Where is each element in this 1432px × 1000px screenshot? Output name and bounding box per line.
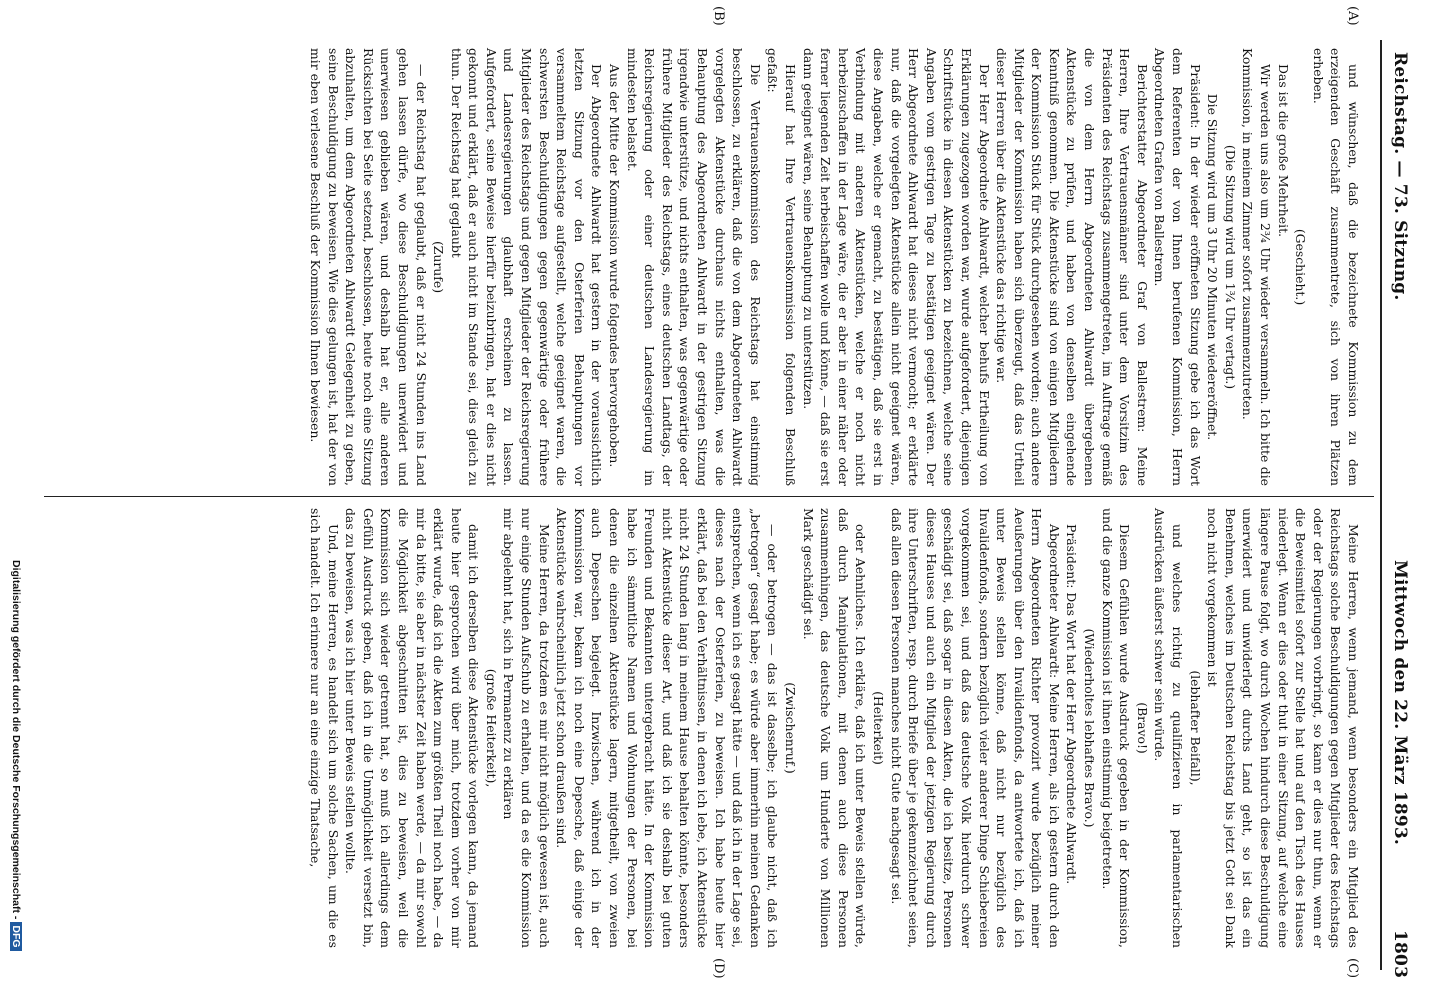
- page-number: 1803: [1390, 930, 1410, 979]
- marker-c: (C): [1345, 958, 1360, 979]
- paragraph: (Bravo!): [1134, 702, 1150, 754]
- header-left: Reichstag. — 73. Sitzung.: [1390, 52, 1410, 301]
- paragraph: damit ich derselben diese Aktenstücke vorlegen kann, da jemand heute hier gesprochen wird über mich, trotzdem vorher von mir erklärt wurde, daß ich die Akten zum größten Theil noch habe, — da mir da bitte, sie aber in nächster Zeit haben werde, — da mir sowohl die Möglichkeit abgeschnitten ist, dies zu beweisen, weil die Kommission sich wieder getrennt hat, so muß ich allerdings dem Gefühl Ausdruck geben, daß ich in die Unmöglichkeit versetzt bin, das zu beweisen, was ich hier unter Beweis stellen wollte.: [343, 508, 482, 948]
- marker-b: (B): [711, 6, 726, 26]
- column-divider: [44, 496, 1374, 497]
- paragraph: oder Aehnliches. Ich erkläre, daß ich unter Beweis stellen würde, daß durch Manipulationen, mit denen auch diese Personen zusammenhingen, das deutsche Volk um Hunderte von Millionen Mark geschädigt sei.: [800, 508, 869, 948]
- paragraph: Präsident: In der wieder eröffneten Sitzung gebe ich das Wort dem Referenten der von Ihnen berufenen Kommission, Herrn Abgeordneten Grafen von Ballestrem.: [1152, 48, 1203, 486]
- footer-text: Digitalisierung gefördert durch die Deutsche Forschungsgemeinschaft -: [10, 560, 22, 920]
- paragraph: (große Heiterkeit),: [483, 668, 499, 788]
- header-rule: [1381, 40, 1383, 970]
- paragraph: Hierauf hat Ihre Vertrauenskommission folgenden Beschluß gefaßt:: [765, 48, 798, 486]
- paragraph: und wünschen, daß die bezeichnete Kommission zu dem erzeigenden Geschäft zusammentrete, sich von ihren Plätzen erheben.: [1310, 48, 1361, 486]
- paragraph: (lebhafter Beifall),: [1187, 670, 1203, 786]
- paragraph: Meine Herren, da trotzdem es mir nicht möglich gewesen ist, auch nur einige Stunden Aufschub zu erhalten, und da es die Kommission mir abgelehnt hat, sich in Permanenz zu erklären: [501, 508, 552, 948]
- paragraph: (Geschieht.): [1293, 228, 1309, 306]
- paragraph: Der Herr Abgeordnete Ahlwardt, welcher behufs Ertheilung von Erklärungen zugezogen worden war, wurde aufgefordert, diejenigen Schriftstücke in diesen Aktenstücken zu bezeichnen, welche seine Angaben vom gestrigen Tage zu bestätigen geeignet wären. Der Herr Abgeordnete Ahlwardt hat dieses nicht vermocht; er erklärte nur, daß die vorgelegten Aktenstücke allein nicht geeignet wären, diese Angaben, welche er gemacht, zu bestätigen, daß sie erst in Verbindung mit anderen Aktenstücken, welche er noch nicht herbeizuschaffen in der Lage wäre, die er aber in einer näher oder ferner liegenden Zeit herbeischaffen wolle und könne, — daß sie erst dann geeignet wären, seine Behauptung zu unterstützen.: [800, 48, 992, 486]
- paragraph: Präsident: Das Wort hat der Herr Abgeordnete Ahlwardt.: [1064, 524, 1080, 885]
- paragraph: Abgeordneter Ahlwardt: Meine Herren, als ich gestern durch den Herrn Abgeordneten Richter provozirt wurde bezüglich meiner Aeußerungen über den Invalidenfonds, da antwortete ich, daß ich unter Beweis stellen könne, daß nicht nur bezüglich des Invalidenfonds, sondern bezüglich vieler anderer Dinge Schiebereien vorgekommen sei, und daß das deutsche Volk hierdurch schwer geschädigt sei, daß sogar in diesen Akten, die ich besitze, Personen dieses Hauses und auch ein Mitglied der jetzigen Regierung durch ihre Unterschriften, resp. durch Briefe über je gekennzeichnet seien, daß allen diesen Personen manches nicht Gute nachgesagt sei.: [888, 508, 1062, 948]
- paragraph: Berichterstatter Abgeordneter Graf von Ballestrem: Meine Herren, Ihre Vertrauensmänner sind unter dem Vorsitzim des Präsidenten des Reichstags zusammengetreten, im Auftrage gemäß die von dem Herrn Abgeordneten Ahlwardt übergebenen Aktenstücke zu prüfen, und haben von denselben eingehende Kenntniß genommen. Die Aktenstücke sind von einigen Mitgliedern der Kommission Stück für Stück durchgesehen worden; auch andere Mitglieder der Kommission haben sich überzeugt, daß das Urtheil dieser Herren über die Aktenstücke das richtige war.: [994, 48, 1150, 486]
- paragraph: Der Abgeordnete Ahlwardt hat gestern in der voraussichtlich letzten Sitzung vor den Osterferien Behauptungen vor versammeltem Reichstage aufgestellt, welche geeignet waren, die schwersten Beschuldigungen gegen gegenwärtige oder frühere Mitglieder des Reichstags und gegen Mitglieder der Reichsregierung und Landesregierungen glaubhaft erscheinen zu lassen. Aufgefordert, seine Beweise hierfür beizubringen, hat er dies nicht gekonnt und erklärt, daß er auch nicht im Stande sei, dies gleich zu thun. Der Reichstag hat geglaubt: [448, 48, 605, 486]
- right-column: [306, 508, 1362, 948]
- marker-a: (A): [1345, 6, 1360, 26]
- left-column: [306, 48, 1362, 486]
- paragraph: — oder betrogen — das ist dasselbe; ich glaube nicht, daß ich „betrogen“ gesagt habe; es würde aber immerhin meinen Gedanken entsprechen, wenn ich es gesagt hätte — und daß ich in der Lage sei, dieses nach der Osterferien, zu beweisen. Ich habe heute hier erklärt, daß bei den Verhältnissen, in denen ich lebe, ich Aktenstücke nicht 24 Stunden lang in meinem Hause behalten könnte, besonders nicht Aktenstücke dieser Art, und daß ich sie deshalb bei guten Freunden und Bekannten untergebracht hätte. In der Kommission habe ich sämmtliche Namen und Wohnungen der Personen, bei denen die einzelnen Aktenstücke lagern, mitgetheilt, von zweien auch Depeschen beigelegt. Inzwischen, während ich in der Kommission war, bekam ich noch eine Depesche, daß einige der Aktenstücke wahrscheinlich jetzt schon draußen sind.: [554, 508, 781, 948]
- paragraph: Meine Herren, wenn jemand, wenn besonders ein Mitglied des Reichstags solche Beschuldigungen gegen Mitglieder des Reichstags oder der Regierungen vorbringt, so kann er dies nur thun, wenn er die Beweismittel sofort zur Stelle hat und auf den Tisch des Hauses niederlegt. Wenn er dies oder thut in einer Sitzung, auf welche eine längere Pause folgt, wo durch Wochen hindurch diese Beschuldigung unerwidert und unwiderlegt durchs Land geht, so ist das ein Benehmen, welches im Deutschen Reichstag bis jetzt Gott sei Dank noch nicht vorgekommen ist: [1205, 508, 1361, 948]
- paragraph: Wir werden uns also um 2¾ Uhr wieder versammeln. Ich bitte die Kommission, in meinem Zimmer sofort zusammenzutreten.: [1240, 48, 1274, 486]
- paragraph: und welches richtig zu qualifizieren in parlamentarischen Ausdrücken äußerst schwer sein würde.: [1152, 508, 1186, 948]
- paragraph: Das ist die große Mehrheit.: [1275, 64, 1291, 238]
- paragraph: Die Sitzung wird um 3 Uhr 20 Minuten wiedereröffnet.: [1205, 93, 1221, 441]
- paragraph: Diesem Gefühlen wurde Ausdruck gegeben in der Kommission, und die ganze Kommission ist ihnen einstimmig beigetreten.: [1099, 508, 1133, 948]
- paragraph: (Wiederholtes lebhaftes Bravo.): [1082, 628, 1098, 828]
- marker-d: (D): [711, 958, 726, 979]
- header-date: Mittwoch den 22. März 1893.: [1390, 560, 1410, 846]
- dfg-footer: [10, 560, 22, 951]
- paragraph: (Die Sitzung wird um 1¾ Uhr vertagt.): [1222, 144, 1238, 390]
- paragraph: (Zurufe): [431, 240, 447, 294]
- dfg-logo: DFG: [10, 922, 22, 950]
- paragraph: (Heiterkeit): [870, 691, 886, 765]
- paragraph: Und, meine Herren, es handelt sich um solche Sachen, um die es sich handelt. Ich erinnere nur an eine einzige Thatsache,: [307, 508, 341, 948]
- paragraph: (Zwischenruf.): [783, 682, 798, 774]
- paragraph: Die Vertrauenskommission des Reichstags hat einstimmig beschlossen, zu erklären, daß die von dem Abgeordneten Ahlwardt vorgelegten Aktenstücke durchaus nichts enthalten, was die Behauptung des Abgeordneten Ahlwardt in der gestrigen Sitzung irgendwie unterstütze, und nichts enthalten, was gegenwärtige oder frühere Mitglieder des Reichstags, eines deutschen Landtags, der Reichsregierung oder einer deutschen Landesregierung im mindesten belastet.: [624, 48, 763, 486]
- paragraph: — der Reichstag hat geglaubt, daß er nicht 24 Stunden ins Land gehen lassen dürfe, wo diese Beschuldigungen unerwidert und unerwiesen geblieben wären, und deshalb hat er, alle anderen Rücksichten bei Seite setzend, beschlossen, heute noch eine Sitzung abzuhalten, um dem Abgeordneten Ahlwardt Gelegenheit zu geben, seine Beschuldigung zu beweisen. Wie dies gelungen ist, hat der von mir eben verlesene Beschluß der Kommission Ihnen bewiesen.: [307, 48, 429, 486]
- paragraph: Aus der Mitte der Kommission wurde folgendes hervorgehoben.: [607, 64, 623, 468]
